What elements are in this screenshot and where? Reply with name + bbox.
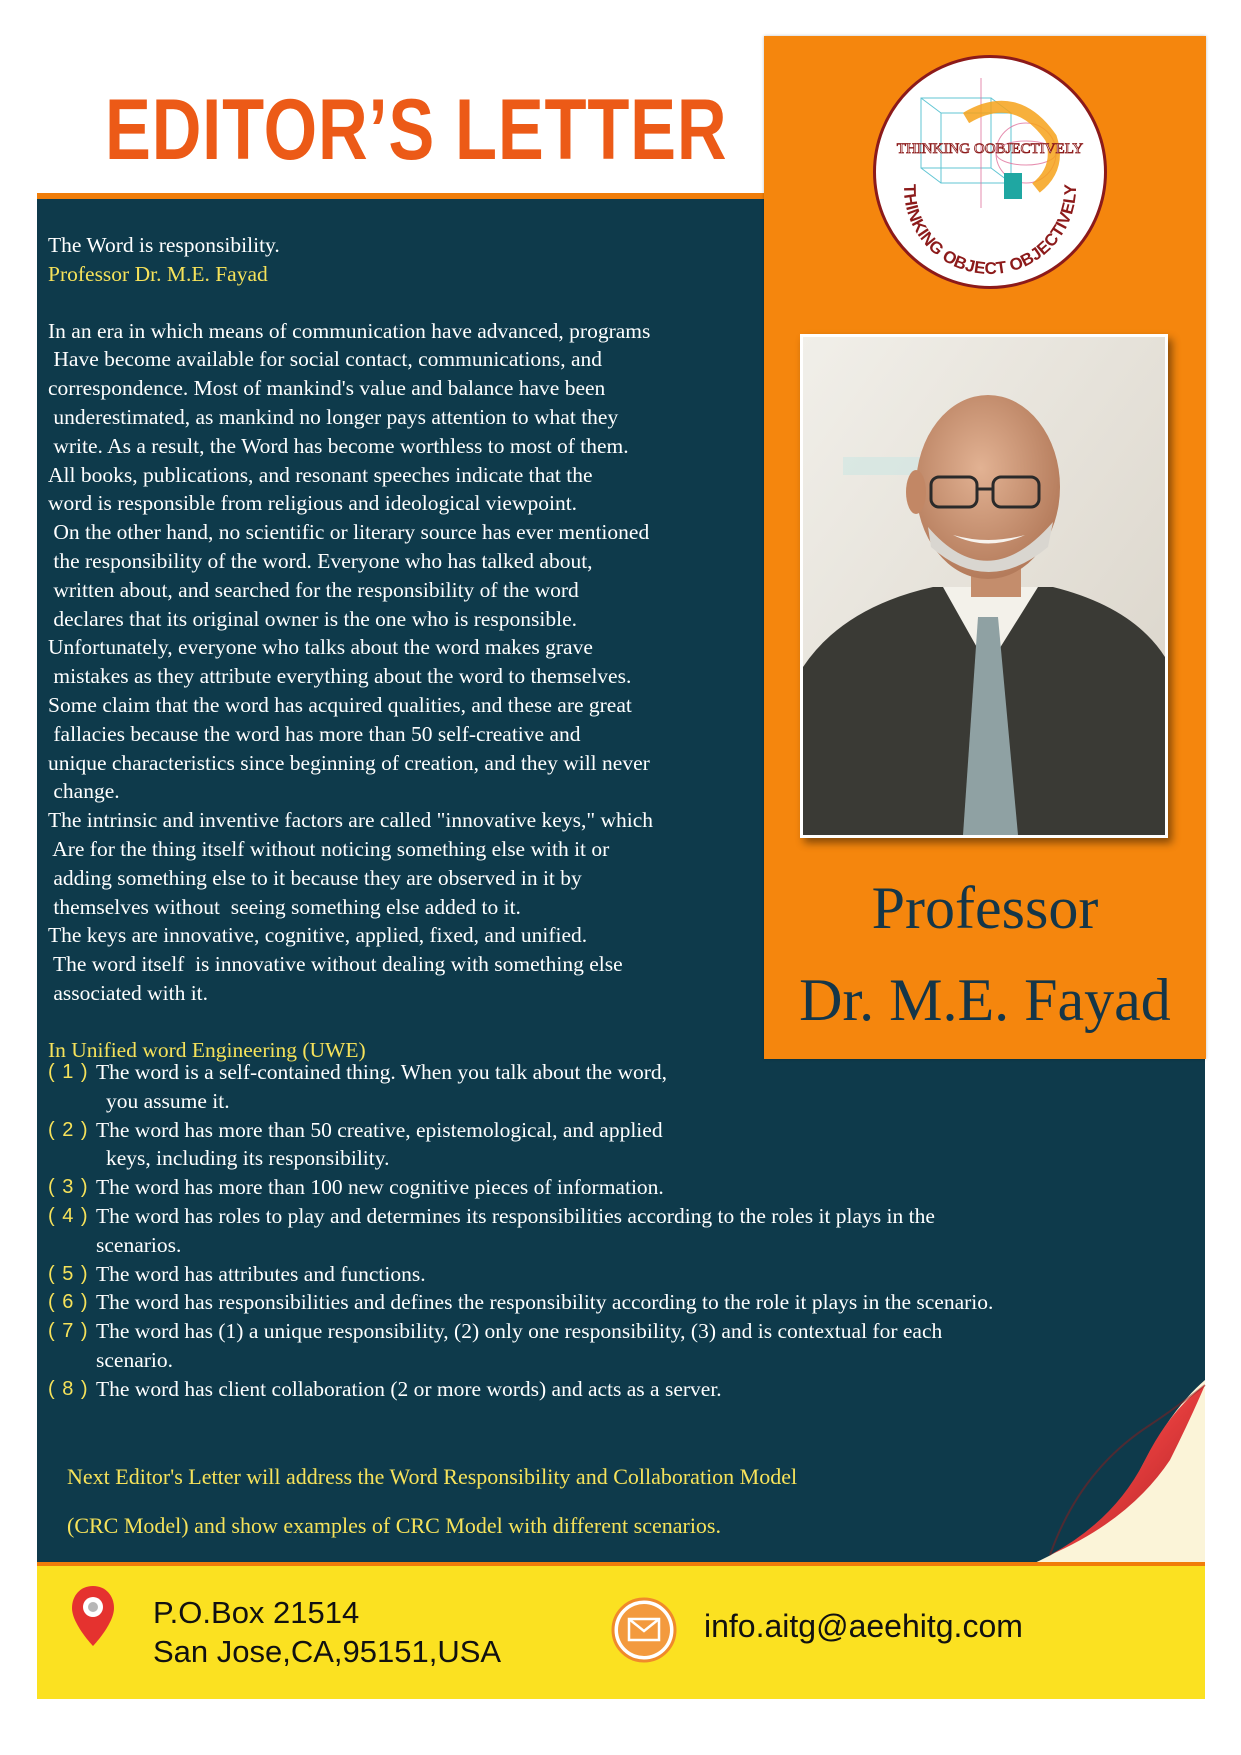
list-item xyxy=(48,1173,1178,1202)
list-item xyxy=(48,1375,1178,1404)
paragraph-line: change. xyxy=(48,779,120,804)
author-portrait xyxy=(800,334,1168,838)
list-item xyxy=(48,1260,1178,1289)
list-number: ( 8 ) xyxy=(48,1377,89,1400)
svg-text:THINKING OBJECT OBJECTIVELY xyxy=(900,183,1080,278)
list-item xyxy=(48,1202,1178,1260)
paragraph-line: The intrinsic and inventive factors are called "innovative keys," which xyxy=(48,808,654,833)
list-text: The word has roles to play and determines its responsibilities according to the roles it plays in the xyxy=(96,1203,935,1228)
list-number: ( 3 ) xyxy=(48,1176,89,1199)
uwe-heading: In Unified word Engineering (UWE) xyxy=(48,1037,366,1062)
logo-inner-text: THINKING OOBJECTIVELY xyxy=(896,141,1084,157)
paragraph-line: mistakes as they attribute everything about the word to themselves. xyxy=(48,664,632,689)
paragraph-line: themselves without seeing something else added to it. xyxy=(48,894,521,919)
list-number: ( 1 ) xyxy=(48,1061,89,1083)
list-item xyxy=(48,1058,796,1116)
list-text-cont: keys, including its responsibility. xyxy=(106,1146,390,1171)
list-text-cont: you assume it. xyxy=(106,1088,230,1113)
mailing-address xyxy=(153,1593,501,1671)
paragraph-line: correspondence. Most of mankind's value and balance have been xyxy=(48,376,606,401)
letter-byline: Professor Dr. M.E. Fayad xyxy=(48,261,268,286)
list-text: The word has (1) a unique responsibility, (2) only one responsibility, (3) and is contextual for each xyxy=(96,1319,943,1344)
email-icon xyxy=(611,1597,677,1663)
list-number: ( 5 ) xyxy=(48,1262,89,1285)
page-curl-decoration xyxy=(1020,1380,1210,1580)
thinking-object-logo xyxy=(873,55,1107,289)
portrait-image xyxy=(803,337,1165,835)
paragraph-line: declares that its original owner is the one who is responsible. xyxy=(48,606,578,631)
list-text: The word has client collaboration (2 or more words) and acts as a server. xyxy=(96,1376,722,1401)
letter-body xyxy=(48,231,763,1065)
list-text-cont: scenarios. xyxy=(96,1232,182,1257)
paragraph-line: All books, publications, and resonant speeches indicate that the xyxy=(48,462,593,487)
address-line1: P.O.Box 21514 xyxy=(153,1595,360,1630)
paragraph-line: written about, and searched for the responsibility of the word xyxy=(48,577,579,602)
list-number: ( 7 ) xyxy=(48,1320,89,1343)
paragraph-line: Some claim that the word has acquired qualities, and these are great xyxy=(48,692,632,717)
author-title: Professor xyxy=(871,875,1099,941)
paragraph-line: Are for the thing itself without noticing something else with it or xyxy=(48,836,610,861)
logo-graphic xyxy=(876,58,1104,286)
page-title: EDITOR’S LETTER xyxy=(105,82,728,178)
list-number: ( 6 ) xyxy=(48,1291,89,1314)
letter-title: The Word is responsibility. xyxy=(48,233,280,257)
list-text: The word has responsibilities and defines the responsibility according to the role it plays in the scenario. xyxy=(96,1290,994,1315)
uwe-list xyxy=(48,1058,1178,1404)
list-text: The word is a self-contained thing. When you talk about the word, xyxy=(96,1060,667,1084)
paragraph-line: On the other hand, no scientific or literary source has ever mentioned xyxy=(48,520,650,545)
paragraph-line: the responsibility of the word. Everyone who has talked about, xyxy=(48,548,593,573)
paragraph-line: underestimated, as mankind no longer pays attention to what they xyxy=(48,404,619,429)
paragraph-line: In an era in which means of communication have advanced, programs xyxy=(48,318,651,343)
list-text: The word has attributes and functions. xyxy=(96,1261,426,1286)
list-item xyxy=(48,1288,1178,1317)
list-item xyxy=(48,1116,796,1174)
paragraph-line: fallacies because the word has more than 50 self-creative and xyxy=(48,721,581,746)
list-text: The word has more than 100 new cognitive pieces of information. xyxy=(96,1175,664,1200)
paragraph-line: Have become available for social contact, communications, and xyxy=(48,347,603,372)
paragraph-line: Unfortunately, everyone who talks about the word makes grave xyxy=(48,635,593,660)
logo-arc-text: THINKING OBJECT OBJECTIVELY xyxy=(899,183,1081,279)
list-text: The word has more than 50 creative, epistemological, and applied xyxy=(96,1117,663,1142)
address-line2: San Jose,CA,95151,USA xyxy=(153,1634,502,1669)
next-letter-note xyxy=(67,1452,797,1550)
location-pin-icon xyxy=(70,1584,116,1648)
list-number: ( 2 ) xyxy=(48,1118,89,1141)
paragraph-line: adding something else to it because they are observed in it by xyxy=(48,865,582,890)
author-fullname: Dr. M.E. Fayad xyxy=(799,967,1171,1033)
paragraph-line: associated with it. xyxy=(48,980,209,1005)
list-item xyxy=(48,1317,1178,1375)
paragraph-line: unique characteristics since beginning of creation, and they will never xyxy=(48,750,650,775)
paragraph-line: The word itself is innovative without dealing with something else xyxy=(48,952,623,977)
next-letter-line1: Next Editor's Letter will address the Word Responsibility and Collaboration Model xyxy=(67,1464,798,1489)
paragraph-line: The keys are innovative, cognitive, applied, fixed, and unified. xyxy=(48,923,588,948)
list-text-cont: scenario. xyxy=(96,1347,174,1372)
author-name xyxy=(764,862,1206,1046)
list-number: ( 4 ) xyxy=(48,1204,89,1227)
contact-email[interactable]: info.aitg@aeehitg.com xyxy=(704,1608,1023,1644)
paragraph-line: write. As a result, the Word has become worthless to most of them. xyxy=(48,433,629,458)
next-letter-line2: (CRC Model) and show examples of CRC Model with different scenarios. xyxy=(67,1513,721,1538)
paragraph-line: word is responsible from religious and ideological viewpoint. xyxy=(48,491,578,516)
